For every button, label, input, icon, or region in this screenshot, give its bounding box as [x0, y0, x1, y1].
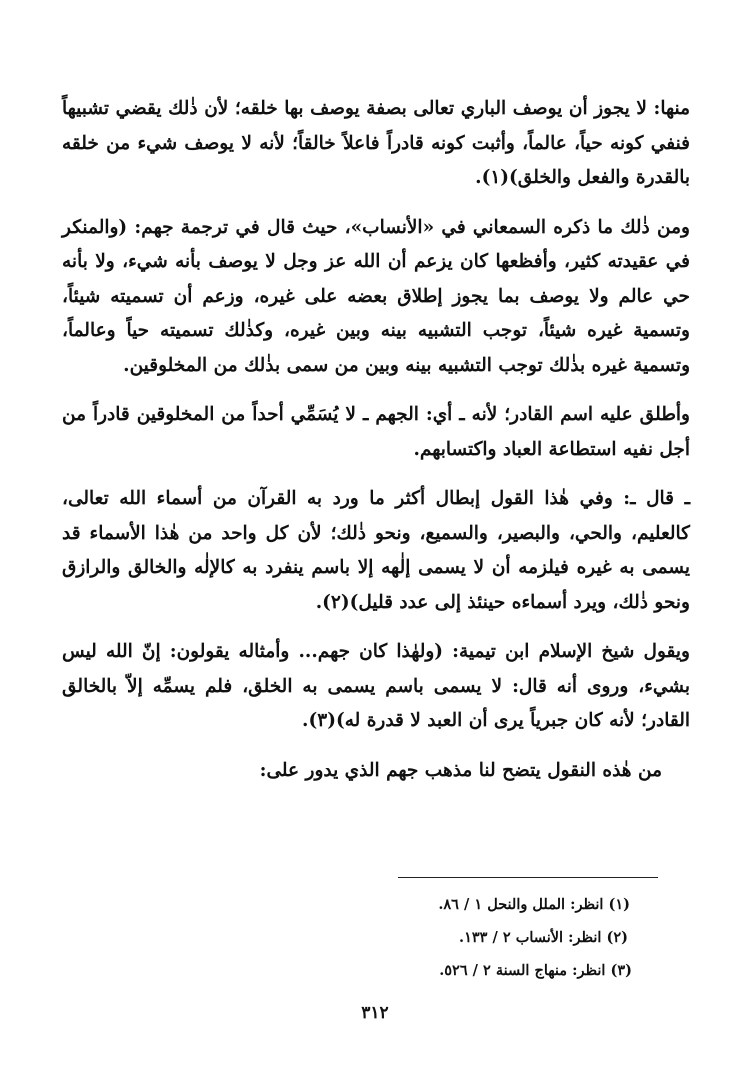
- footnotes: [438, 888, 630, 987]
- paragraph-6: من هٰذه النقول يتضح لنا مذهب جهم الذي يدور على:: [259, 759, 662, 781]
- paragraph-1: منها: لا يجوز أن يوصف الباري تعالى بصفة يوصف بها خلقه؛ لأن ذٰلك يقضي تشبيهاً فنفي كونه حياً، عالماً، وأثبت كونه قادراً فاعلاً خالقاً؛ لأنه لا يوصف شيء من خلقه بالقدرة والفعل والخلق)(١).: [62, 98, 690, 188]
- footnote-1: (١) انظر: الملل والنحل ١ / ٨٦.: [438, 896, 630, 913]
- footnote-2: (٢) انظر: الأنساب ٢ / ١٣٣.: [459, 929, 628, 946]
- page-body: [62, 92, 690, 803]
- paragraph-5: ويقول شيخ الإسلام ابن تيمية: (ولهٰذا كان جهم... وأمثاله يقولون: إنّ الله ليس بشيء، وروى أنه قال: لا يسمى باسم يسمى به الخلق، فلم يسمِّه إلاّ بالخالق القادر؛ لأنه كان جبرياً يرى أن العبد لا قدرة له)(٣).: [62, 641, 690, 731]
- footnote-divider: [398, 877, 658, 878]
- paragraph-2: ومن ذٰلك ما ذكره السمعاني في «الأنساب»، حيث قال في ترجمة جهم: (والمنكر في عقيدته كثير، وأفظعها كان يزعم أن الله عز وجل لا يوصف بأنه شيء، ولا بأنه حي عالم ولا يوصف بما يجوز إطلاق بعضه على غيره، وزعم أن تسميته شيئاً، وتسمية غيره شيئاً، توجب التشبيه بينه وبين غيره، وكذٰلك تسميته حياً وعالماً، وتسمية غيره بذٰلك توجب التشبيه بينه وبين من سمى بذٰلك من المخلوقين.: [62, 216, 690, 376]
- page-number: ٣١٢: [361, 1003, 389, 1023]
- paragraph-3: وأطلق عليه اسم القادر؛ لأنه ـ أي: الجهم ـ لا يُسَمِّي أحداً من المخلوقين قادراً من أجل نفيه استطاعة العباد واكتسابهم.: [62, 404, 690, 460]
- paragraph-4: ـ قال ـ: وفي هٰذا القول إبطال أكثر ما ورد به القرآن من أسماء الله تعالى، كالعليم، والحي، والبصير، والسميع، ونحو ذٰلك؛ لأن كل واحد من هٰذا الأسماء قد يسمى به غيره فيلزمه أن لا يسمى إلٰهه إلا باسم ينفرد به كالإلٰه والخالق والرازق ونحو ذٰلك، ويرد أسماءه حينئذ إلى عدد قليل)(٢).: [62, 488, 690, 613]
- footnote-3: (٣) انظر: منهاج السنة ٢ / ٥٢٦.: [439, 962, 632, 979]
